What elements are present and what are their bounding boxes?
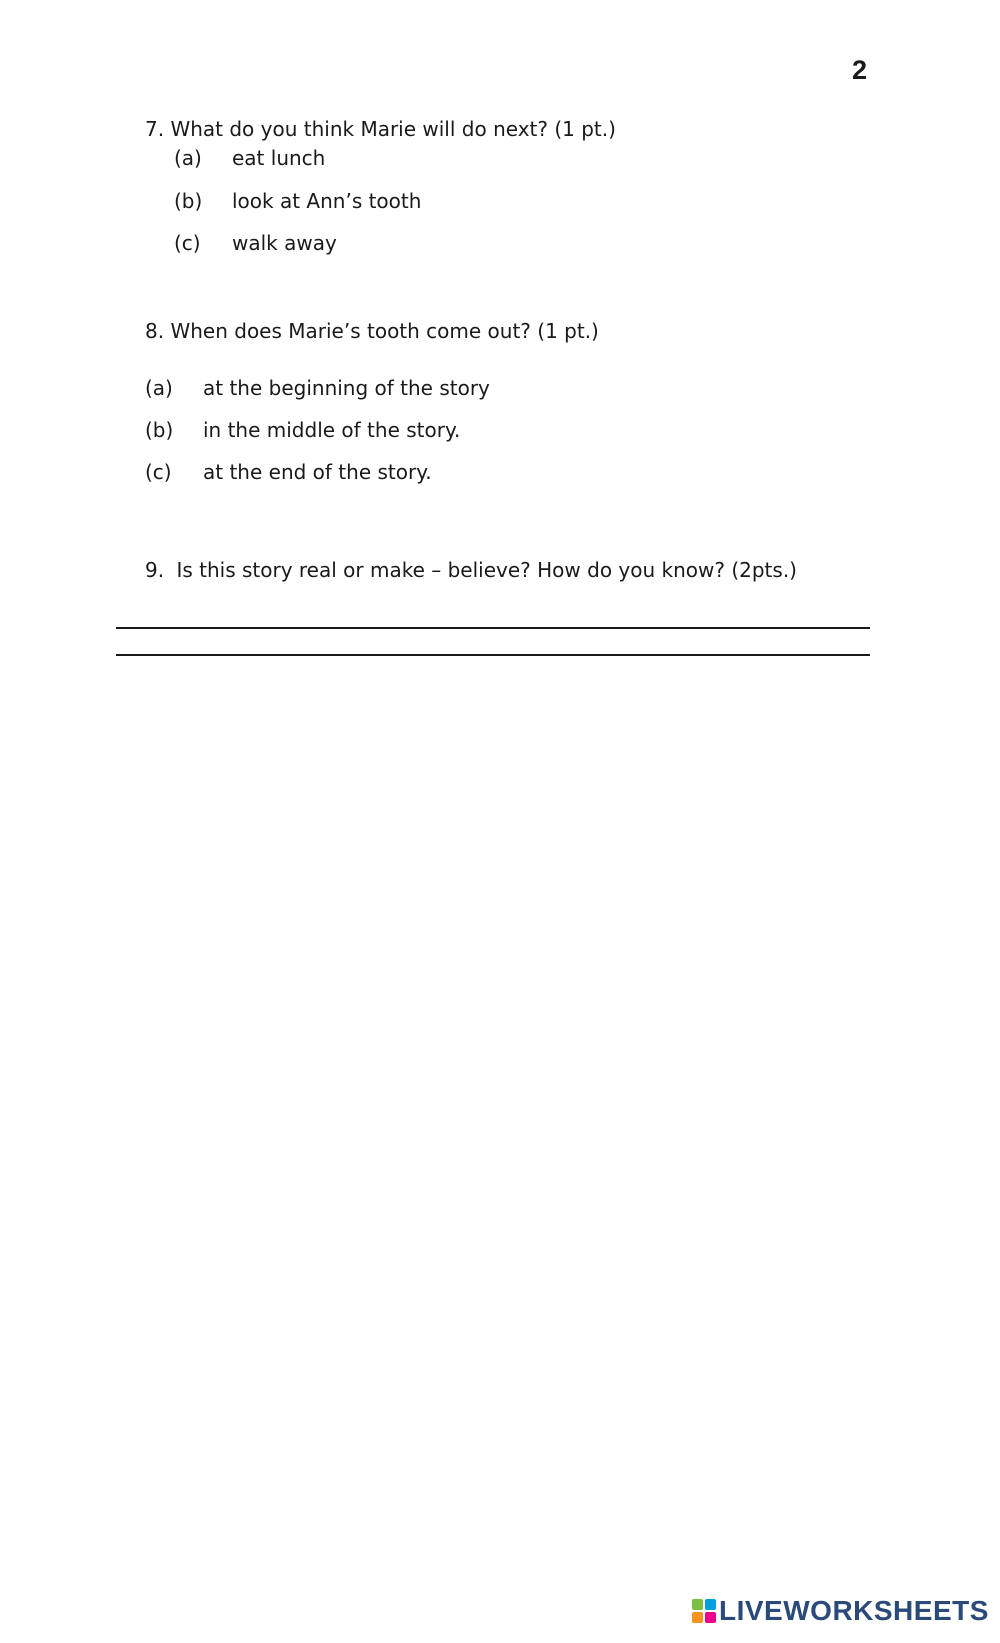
answer-line-2[interactable] bbox=[116, 654, 870, 656]
question-9 bbox=[145, 558, 797, 582]
question-number: 7. bbox=[145, 117, 165, 141]
option-letter: (c) bbox=[145, 460, 172, 484]
logo-block bbox=[692, 1599, 703, 1610]
question-7 bbox=[145, 117, 616, 141]
logo-block bbox=[692, 1612, 703, 1623]
logo-block bbox=[705, 1612, 716, 1623]
question-prompt: Is this story real or make – believe? How do you know? (2pts.) bbox=[176, 558, 797, 582]
page-number: 2 bbox=[852, 55, 868, 85]
logo-text: LIVEWORKSHEETS bbox=[719, 1595, 989, 1626]
option-text: walk away bbox=[232, 231, 337, 255]
logo-block bbox=[705, 1599, 716, 1610]
question-prompt: What do you think Marie will do next? (1 pt.) bbox=[170, 117, 616, 141]
option-letter: (b) bbox=[174, 189, 203, 213]
option-letter: (a) bbox=[145, 376, 173, 400]
question-8 bbox=[145, 319, 599, 343]
question-prompt: When does Marie’s tooth come out? (1 pt.) bbox=[170, 319, 599, 343]
logo-blocks-icon bbox=[692, 1599, 716, 1623]
question-number: 9. bbox=[145, 558, 165, 582]
liveworksheets-logo bbox=[692, 1595, 989, 1627]
option-letter: (c) bbox=[174, 231, 201, 255]
option-text: look at Ann’s tooth bbox=[232, 189, 422, 213]
question-number: 8. bbox=[145, 319, 165, 343]
option-text: eat lunch bbox=[232, 146, 326, 170]
option-letter: (a) bbox=[174, 146, 202, 170]
option-letter: (b) bbox=[145, 418, 174, 442]
option-text: at the beginning of the story bbox=[203, 376, 490, 400]
option-text: in the middle of the story. bbox=[203, 418, 461, 442]
answer-line-1[interactable] bbox=[116, 627, 870, 629]
option-text: at the end of the story. bbox=[203, 460, 432, 484]
